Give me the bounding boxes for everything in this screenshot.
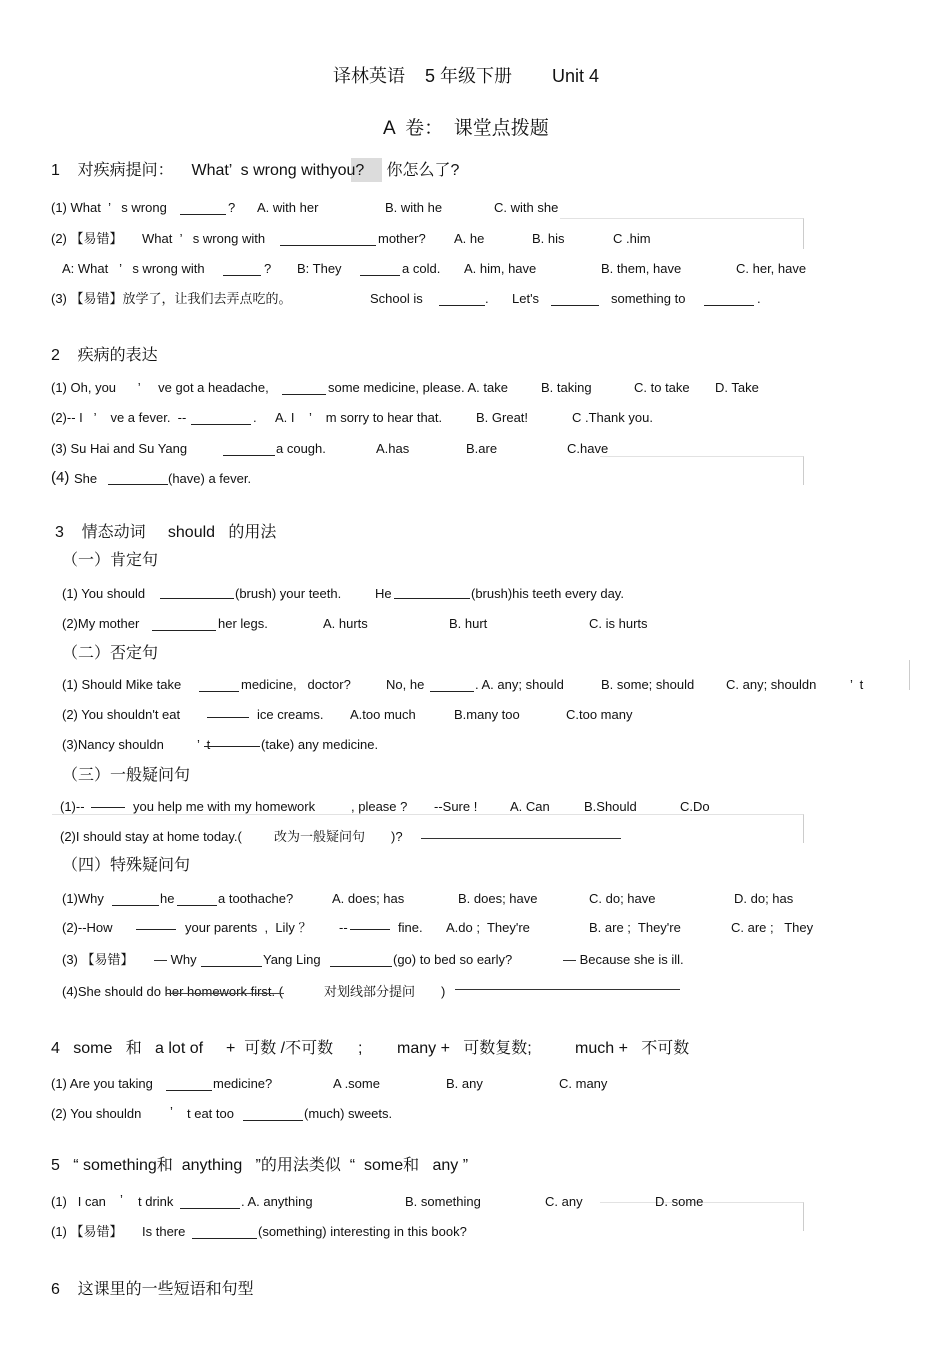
s3-d3-part-3: (go) to bed so early? (393, 952, 513, 967)
s1-q1-end: ? (228, 200, 236, 215)
s3-b2-option-b: B.many too (454, 707, 520, 722)
worksheet-subtitle: A 卷： 课堂点拨题 (383, 118, 549, 139)
s3-a2-option-c: C. is hurts (589, 616, 648, 631)
s1-q3-reply: B: They (297, 261, 342, 276)
s5-q2-tag: (1) 【易错】 (51, 1224, 123, 1239)
s3-a1-text: (1) You should (62, 586, 146, 601)
s3-d3-part-2: Yang Ling (263, 952, 321, 967)
s5-q1-text: (1) I can (51, 1194, 106, 1209)
s5-q1-apostrophe: ’ (120, 1192, 123, 1207)
s1-q1-option-c: C. with she (494, 200, 559, 215)
s2-q4-number: (4) (51, 469, 70, 486)
s3-d3-blank-1[interactable] (201, 966, 262, 967)
s3-d1-option-b: B. does; have (458, 891, 538, 906)
s2-q4-blank[interactable] (108, 484, 168, 485)
s2-q1-blank[interactable] (282, 394, 326, 395)
s3-d2-part-3: -- (339, 920, 348, 935)
s2-q3-blank[interactable] (223, 455, 275, 456)
s3-a2-option-b: B. hurt (449, 616, 488, 631)
s3-d1-part-2: he (160, 891, 175, 906)
section-5-heading: 5 “ something和 anything ”的用法类似 “ some和 any ” (51, 1157, 469, 1174)
s1-q2-blank[interactable] (280, 245, 376, 246)
section-4-heading-part-2: + 可数 /不可数 (226, 1040, 334, 1057)
s3-b1-text: (1) Should Mike take (62, 677, 182, 692)
s5-q1-option-a: . A. anything (241, 1194, 313, 1209)
s1-q3-mark: ? (264, 261, 272, 276)
s2-q3-end: a cough. (276, 441, 326, 456)
s1-q3-text: A: What ’ s wrong with (62, 261, 205, 276)
s2-q2-blank[interactable] (191, 424, 251, 425)
s3-d2-text: (2)--How (62, 920, 113, 935)
s4-q1-option-b: B. any (446, 1076, 483, 1091)
s3-d4-answer-line[interactable] (455, 989, 680, 990)
s1-q2-end: mother? (378, 231, 426, 246)
s3-d2-blank-2[interactable] (350, 929, 390, 930)
s3-b2-text: (2) You shouldn't eat (62, 707, 181, 722)
s1-q4-dot-1: . (485, 291, 489, 306)
s1-q3-blank-1[interactable] (223, 275, 261, 276)
s3-c1-part-3: , please ? (351, 799, 408, 814)
s4-q1-end: medicine? (213, 1076, 273, 1091)
s3-c1-blank[interactable] (91, 807, 125, 808)
section-6-heading: 6 这课里的一些短语和句型 (51, 1281, 254, 1298)
s5-q2-text: Is there (142, 1224, 186, 1239)
section-1-heading: 1 对疾病提问： What’ s wrong withyou? 你怎么了? (51, 162, 460, 179)
s3-a2-text: (2)My mother (62, 616, 140, 631)
s5-q1-option-b: B. something (405, 1194, 481, 1209)
s3-b1-option-b: B. some; should (601, 677, 695, 692)
s3-c2-text: (2)I should stay at home today.( (60, 829, 242, 844)
s3-b1-option-a: . A. any; should (475, 677, 564, 692)
subsection-negative: （二）否定句 (62, 645, 159, 662)
s3-b1-blank-1[interactable] (199, 691, 239, 692)
s3-b1-blank-2[interactable] (430, 691, 474, 692)
s1-q4-blank-2[interactable] (551, 305, 599, 306)
s1-q3-option-c: C. her, have (736, 261, 807, 276)
s3-d1-option-d: D. do; has (734, 891, 794, 906)
s5-q1-option-c: C. any (545, 1194, 583, 1209)
s1-q3-end: a cold. (402, 261, 441, 276)
s1-q4-blank-1[interactable] (439, 305, 485, 306)
s3-b3-text: (3)Nancy shouldn (62, 737, 164, 752)
s3-d2-option-b: B. are ; They're (589, 920, 681, 935)
s3-c1-option-b: B.Should (584, 799, 637, 814)
s3-b2-blank[interactable] (207, 717, 249, 718)
s2-q2-option-b: B. Great! (476, 410, 529, 425)
s3-c1-text: (1)-- (60, 799, 85, 814)
s3-d4-instruction: 对划线部分提问 (324, 984, 416, 999)
s5-q1-option-d: D. some (655, 1194, 704, 1209)
s1-q4-blank-3[interactable] (704, 305, 754, 306)
s3-d4-text: (4)She should do her homework first. ( (62, 984, 284, 999)
s3-d1-blank-1[interactable] (112, 905, 159, 906)
s5-q1-part-2: t drink (138, 1194, 174, 1209)
section-4-heading: 4 some 和 a lot of (51, 1040, 204, 1057)
s2-q3-option-c: C.have (567, 441, 609, 456)
s2-q2-text: (2)-- I ’ ve a fever. -- (51, 410, 187, 425)
s1-q3-blank-2[interactable] (360, 275, 400, 276)
s2-q1-text: (1) Oh, you ’ ve got a headache, (51, 380, 269, 395)
subsection-wh-question: （四）特殊疑问句 (62, 857, 191, 874)
s1-q1-option-b: B. with he (385, 200, 443, 215)
s3-a1-part-4: (brush)his teeth every day. (471, 586, 624, 601)
s2-q1-option-c: C. to take (634, 380, 690, 395)
underlined-phrase-mark (166, 993, 284, 994)
s1-q2-option-b: B. his (532, 231, 565, 246)
s2-q2-option-a: A. I ’ m sorry to hear that. (275, 410, 443, 425)
section-3-heading: 3 情态动词 should 的用法 (55, 524, 277, 541)
s2-q3-option-b: B.are (466, 441, 498, 456)
s3-d2-part-4: fine. (398, 920, 423, 935)
s3-b2-option-c: C.too many (566, 707, 633, 722)
s3-c1-option-a: A. Can (510, 799, 550, 814)
s2-q4-subject: She (74, 471, 98, 486)
s1-q2-option-a: A. he (454, 231, 485, 246)
s3-b1-option-c: C. any; shouldn (726, 677, 817, 692)
s3-a1-blank-2[interactable] (394, 598, 470, 599)
s3-b1-part-2: medicine, doctor? (241, 677, 351, 692)
s3-d3-blank-2[interactable] (330, 966, 392, 967)
s4-q2-blank[interactable] (243, 1120, 303, 1121)
s4-q1-text: (1) Are you taking (51, 1076, 153, 1091)
s4-q1-option-c: C. many (559, 1076, 608, 1091)
s5-q1-blank[interactable] (180, 1208, 240, 1209)
s3-a1-part-3: He (375, 586, 392, 601)
s1-q4-part-3: something to (611, 291, 686, 306)
s3-b2-end: ice creams. (257, 707, 324, 722)
s3-b1-part-3: No, he (386, 677, 425, 692)
section-2-heading: 2 疾病的表达 (51, 347, 158, 364)
s2-q2-option-c: C .Thank you. (572, 410, 653, 425)
s3-d2-option-c: C. are ; They (731, 920, 814, 935)
s3-a2-end: her legs. (218, 616, 268, 631)
s4-q2-apostrophe: ’ (170, 1104, 173, 1119)
s3-c2-answer-line[interactable] (421, 838, 621, 839)
worksheet-title: 译林英语 5 年级下册 Unit 4 (333, 66, 600, 86)
s2-q3-text: (3) Su Hai and Su Yang (51, 441, 188, 456)
s5-q2-end: (something) interesting in this book? (258, 1224, 467, 1239)
s3-d4-end: ) (441, 984, 446, 999)
section-4-heading-part-3: ; (358, 1040, 363, 1057)
scan-frame-line (600, 456, 804, 485)
s1-q1-option-a: A. with her (257, 200, 319, 215)
s2-q4-end: (have) a fever. (168, 471, 252, 486)
s2-q1-option-d: D. Take (715, 380, 759, 395)
s2-q3-option-a: A.has (376, 441, 410, 456)
s2-q2-dot: . (253, 410, 257, 425)
s3-d1-option-a: A. does; has (332, 891, 405, 906)
s3-a2-option-a: A. hurts (323, 616, 368, 631)
s3-c2-instruction: 改为一般疑问句 (274, 829, 366, 844)
s3-d3-answer: — Because she is ill. (563, 952, 684, 967)
s1-q3-option-b: B. them, have (601, 261, 682, 276)
s3-b3-mark: ’ t (197, 737, 211, 752)
s3-d2-part-2: your parents , Lily ？ (185, 920, 312, 935)
s1-q4-part-2: Let's (512, 291, 540, 306)
s3-d2-option-a: A.do ; They're (446, 920, 530, 935)
s3-a1-blank-1[interactable] (160, 598, 234, 599)
s3-a1-part-2: (brush) your teeth. (235, 586, 342, 601)
s2-q1-option-a: some medicine, please. A. take (328, 380, 508, 395)
s3-d1-text: (1)Why (62, 891, 104, 906)
s3-d2-blank-1[interactable] (136, 929, 176, 930)
s1-q1-blank[interactable] (180, 214, 226, 215)
s3-c1-part-4: --Sure ! (434, 799, 478, 814)
s1-q4-text: (3) 【易错】放学了，让我们去弄点吃的。 (51, 291, 292, 306)
s3-d1-part-3: a toothache? (218, 891, 294, 906)
s1-q4-dot-2: . (757, 291, 761, 306)
s1-q1-text: (1) What ’ s wrong (51, 200, 167, 215)
scan-frame-line (560, 218, 804, 249)
s5-q2-blank[interactable] (192, 1238, 257, 1239)
s3-c2-end: )? (391, 829, 403, 844)
s3-c1-option-c: C.Do (680, 799, 710, 814)
s3-d3-tag: (3) 【易错】 (62, 952, 134, 967)
s3-d3-text: — Why (154, 952, 197, 967)
subsection-yes-no-question: （三）一般疑问句 (62, 767, 191, 784)
s3-d1-option-c: C. do; have (589, 891, 656, 906)
s3-b2-option-a: A.too much (350, 707, 416, 722)
section-4-heading-part-4: many + 可数复数; (397, 1040, 532, 1057)
s4-q1-blank[interactable] (166, 1090, 212, 1091)
s1-q2-tag: (2) 【易错】 (51, 231, 123, 246)
s4-q1-option-a: A .some (333, 1076, 380, 1091)
s1-q2-option-c: C .him (613, 231, 651, 246)
s3-b3-end: (take) any medicine. (261, 737, 379, 752)
s2-q1-option-b: B. taking (541, 380, 592, 395)
s1-q3-option-a: A. him, have (464, 261, 537, 276)
s1-q4-part-1: School is (370, 291, 423, 306)
section-4-heading-part-5: much + 不可数 (575, 1040, 690, 1057)
s3-b1-option-c-end: ’ t (850, 677, 864, 692)
scan-frame-line (880, 660, 910, 690)
subsection-affirmative: （一）肯定句 (62, 552, 159, 569)
s3-d1-blank-2[interactable] (177, 905, 217, 906)
s4-q2-part-2: t eat too (187, 1106, 234, 1121)
s4-q2-text: (2) You shouldn (51, 1106, 142, 1121)
s3-c1-part-2: you help me with my homework (133, 799, 316, 814)
s3-b3-blank[interactable] (204, 746, 260, 747)
s4-q2-end: (much) sweets. (304, 1106, 393, 1121)
s3-a2-blank[interactable] (152, 630, 216, 631)
s1-q2-text: What ’ s wrong with (142, 231, 266, 246)
